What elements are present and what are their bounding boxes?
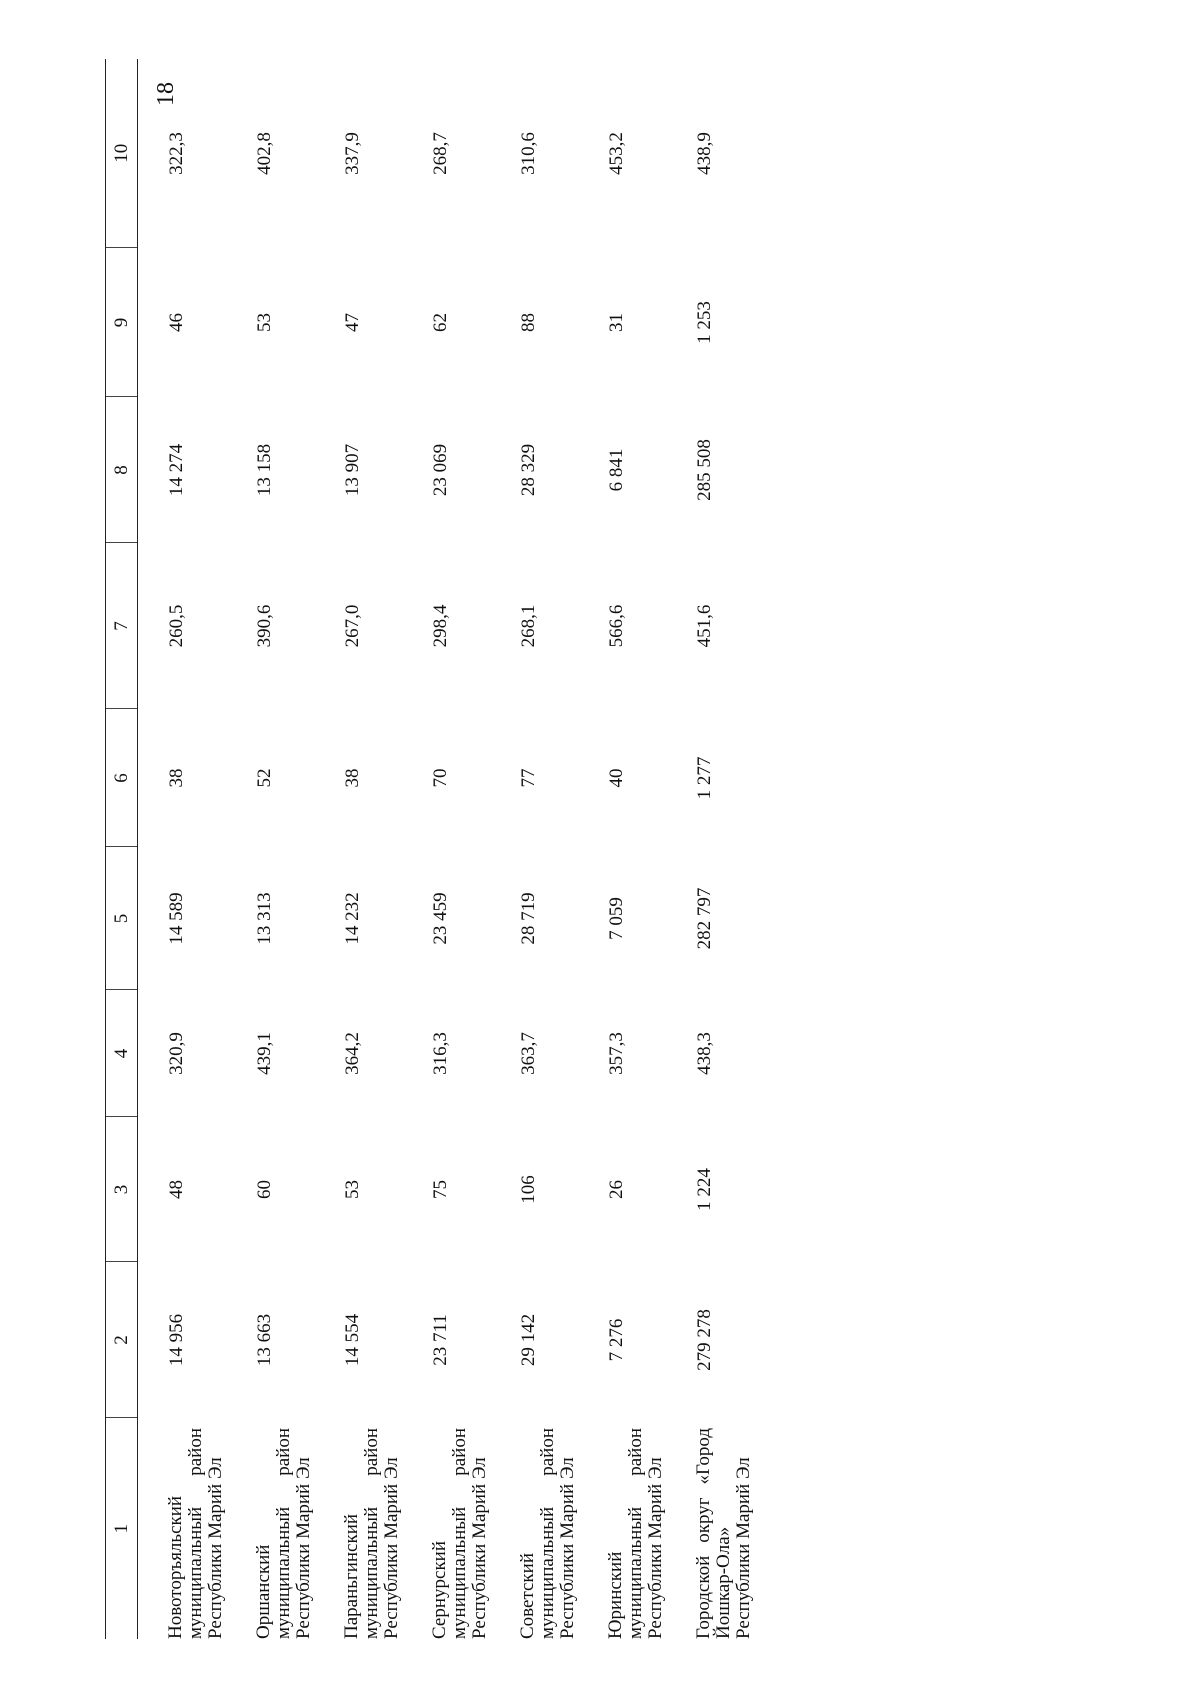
table-cell: 357,3 — [606, 1032, 627, 1075]
table-row — [402, 59, 490, 1639]
table-cell: 298,4 — [430, 604, 451, 648]
municipality-name-cell: Новоторъяльский муниципальный район Республики Марий Эл — [165, 1428, 226, 1639]
column-header-3: 3 — [106, 1117, 138, 1262]
table-cell: 28 719 — [518, 892, 539, 945]
table-cell: 31 — [606, 313, 627, 332]
table-cell: 390,6 — [254, 604, 275, 648]
table-cell: 1 277 — [694, 756, 715, 800]
page-number: 18 — [152, 82, 179, 106]
column-header-8: 8 — [106, 397, 138, 543]
table-cell: 13 663 — [254, 1313, 275, 1367]
column-header-6: 6 — [106, 709, 138, 847]
table-cell: 402,8 — [254, 132, 275, 175]
table-cell: 316,3 — [430, 1032, 451, 1075]
table-row — [226, 59, 314, 1639]
table-cell: 322,3 — [166, 132, 187, 175]
column-header-5: 5 — [106, 847, 138, 990]
table-cell: 28 329 — [518, 443, 539, 497]
table-cell: 451,6 — [694, 604, 715, 648]
table-cell: 260,5 — [166, 604, 187, 648]
municipality-name-cell: Сернурский муниципальный район Республики Марий Эл — [429, 1428, 490, 1639]
table-cell: 438,3 — [694, 1032, 715, 1075]
table-cell: 438,9 — [694, 132, 715, 175]
table-cell: 1 224 — [694, 1168, 715, 1211]
table-cell: 48 — [166, 1180, 187, 1199]
table-cell: 60 — [254, 1180, 275, 1199]
table-cell: 23 069 — [430, 443, 451, 497]
table-cell: 439,1 — [254, 1032, 275, 1075]
table-cell: 14 232 — [342, 892, 363, 945]
table-cell: 88 — [518, 313, 539, 332]
municipality-name-cell: Советский муниципальный район Республики Марий Эл — [517, 1428, 578, 1639]
table-cell: 6 841 — [606, 448, 627, 492]
table-cell: 29 142 — [518, 1313, 539, 1367]
table-row — [578, 59, 666, 1639]
table-cell: 337,9 — [342, 132, 363, 175]
table-cell: 268,7 — [430, 132, 451, 175]
municipality-name-cell: Юринский муниципальный район Республики Марий Эл — [605, 1428, 666, 1639]
table-cell: 1 253 — [694, 301, 715, 344]
table-cell: 46 — [166, 313, 187, 332]
column-header-2: 2 — [106, 1262, 138, 1418]
table-row — [314, 59, 402, 1639]
table-cell: 75 — [430, 1180, 451, 1199]
table-cell: 279 278 — [694, 1309, 715, 1371]
table-cell: 13 158 — [254, 443, 275, 497]
table-cell: 70 — [430, 768, 451, 788]
table-header — [106, 59, 138, 1639]
table-cell: 14 956 — [166, 1313, 187, 1367]
table-cell: 23 459 — [430, 892, 451, 945]
table-cell: 7 276 — [606, 1318, 627, 1362]
header-row — [106, 59, 138, 1639]
table-cell: 13 313 — [254, 892, 275, 945]
municipality-name-cell: Оршанский муниципальный район Республики Марий Эл — [253, 1428, 314, 1639]
table-cell: 40 — [606, 768, 627, 788]
table-cell: 320,9 — [166, 1032, 187, 1075]
table-row — [666, 59, 754, 1639]
column-header-10: 10 — [106, 59, 138, 248]
table-cell: 62 — [430, 313, 451, 332]
column-header-1: 1 — [106, 1418, 138, 1639]
table-cell: 52 — [254, 768, 275, 788]
rotated-table-frame — [105, 59, 1095, 1639]
table-cell: 310,6 — [518, 132, 539, 175]
column-header-9: 9 — [106, 248, 138, 397]
table-row — [490, 59, 578, 1639]
table-cell: 267,0 — [342, 604, 363, 648]
statistics-table — [105, 59, 754, 1639]
table-cell: 53 — [254, 313, 275, 332]
municipality-name-cell: Параньгинский муниципальный район Республики Марий Эл — [341, 1428, 402, 1639]
table-cell: 453,2 — [606, 132, 627, 175]
table-cell: 282 797 — [694, 887, 715, 950]
table-cell: 14 554 — [342, 1313, 363, 1367]
table-cell: 364,2 — [342, 1032, 363, 1075]
table-cell: 106 — [518, 1175, 539, 1204]
table-cell: 566,6 — [606, 604, 627, 648]
table-cell: 26 — [606, 1180, 627, 1199]
table-cell: 23 711 — [430, 1314, 451, 1366]
table-cell: 14 274 — [166, 443, 187, 497]
column-header-7: 7 — [106, 543, 138, 709]
table-cell: 77 — [518, 768, 539, 788]
table-cell: 14 589 — [166, 892, 187, 945]
table-cell: 53 — [342, 1180, 363, 1199]
table-row — [138, 59, 227, 1639]
table-cell: 38 — [166, 768, 187, 788]
table-body — [138, 59, 755, 1639]
table-cell: 47 — [342, 313, 363, 332]
table-cell: 13 907 — [342, 443, 363, 497]
table-cell: 363,7 — [518, 1032, 539, 1075]
table-cell: 7 059 — [606, 897, 627, 940]
table-cell: 268,1 — [518, 604, 539, 648]
column-header-4: 4 — [106, 990, 138, 1117]
table-cell: 38 — [342, 768, 363, 788]
table-cell: 285 508 — [694, 439, 715, 501]
municipality-name-cell: Городской округ «Город Йошкар-Ола» Республики Марий Эл — [693, 1428, 754, 1639]
